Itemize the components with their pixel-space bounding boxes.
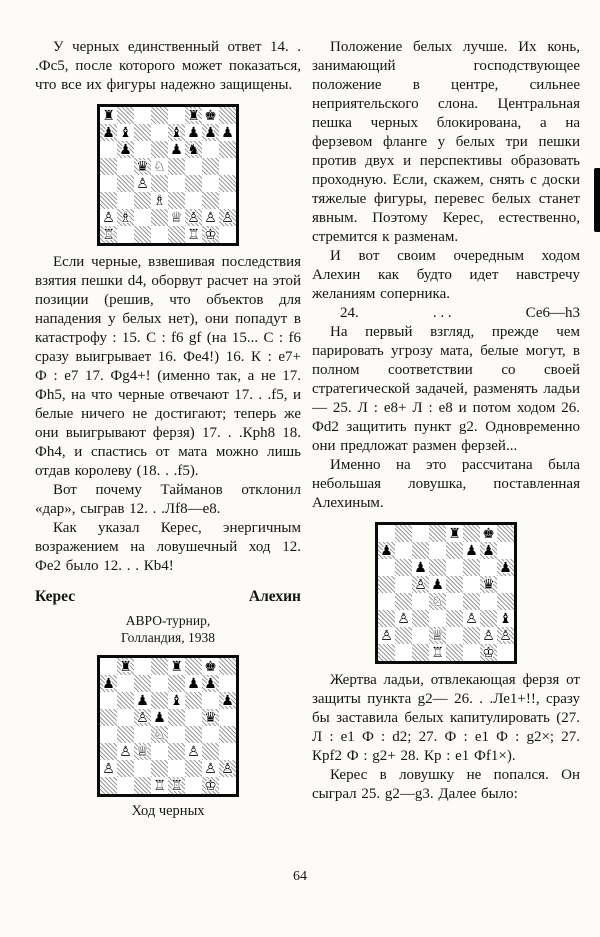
chess-square — [151, 692, 168, 709]
white-chess-piece-icon: ♖ — [431, 644, 444, 661]
white-chess-piece-icon: ♘ — [151, 726, 168, 743]
white-chess-piece-icon: ♙ — [119, 743, 132, 760]
chess-square — [463, 593, 480, 610]
chess-square — [202, 726, 219, 743]
black-chess-piece-icon: ♟ — [117, 141, 134, 158]
chess-square — [429, 542, 446, 559]
chess-square — [117, 107, 134, 124]
tournament-line: Голландия, 1938 — [121, 630, 215, 645]
chess-square — [378, 644, 395, 661]
chess-square — [202, 743, 219, 760]
chess-square — [100, 658, 117, 675]
player-white: Керес — [35, 588, 76, 605]
chess-square — [219, 675, 236, 692]
chess-square — [117, 192, 134, 209]
chess-square — [219, 141, 236, 158]
paragraph: Керес в ловушку не попался. Он сыграл 25. g2—g3. Далее было: — [312, 767, 580, 802]
chess-square — [100, 777, 117, 794]
chess-square — [202, 175, 219, 192]
chess-square — [134, 726, 151, 743]
white-chess-piece-icon: ♙ — [185, 209, 202, 226]
black-chess-piece-icon: ♟ — [221, 124, 234, 141]
black-chess-piece-icon: ♝ — [499, 610, 512, 627]
chess-diagram-1 — [35, 105, 301, 245]
chess-square — [446, 559, 463, 576]
chess-square — [185, 692, 202, 709]
chess-square — [219, 175, 236, 192]
chess-square — [412, 542, 429, 559]
chess-square — [168, 709, 185, 726]
white-chess-piece-icon: ♙ — [482, 627, 495, 644]
chess-square — [412, 610, 429, 627]
chess-square — [117, 226, 134, 243]
white-chess-piece-icon: ♙ — [219, 760, 236, 777]
chess-square — [100, 692, 117, 709]
black-chess-piece-icon: ♟ — [431, 576, 444, 593]
chess-square — [117, 760, 134, 777]
chess-square — [134, 226, 151, 243]
black-chess-piece-icon: ♟ — [378, 542, 395, 559]
chess-square — [117, 158, 134, 175]
tournament-info — [35, 612, 301, 646]
chess-square — [480, 610, 497, 627]
white-chess-piece-icon: ♕ — [429, 627, 446, 644]
black-chess-piece-icon: ♟ — [153, 709, 166, 726]
chess-square — [117, 777, 134, 794]
chess-square — [134, 777, 151, 794]
chess-square — [497, 644, 514, 661]
white-chess-piece-icon: ♙ — [102, 209, 115, 226]
chess-square — [134, 192, 151, 209]
chess-square — [395, 525, 412, 542]
black-chess-piece-icon: ♝ — [119, 124, 132, 141]
black-chess-piece-icon: ♟ — [414, 559, 427, 576]
black-chess-piece-icon: ♝ — [170, 692, 183, 709]
chess-square — [100, 158, 117, 175]
chess-square — [219, 226, 236, 243]
chess-square — [412, 644, 429, 661]
chess-square — [202, 158, 219, 175]
black-chess-piece-icon: ♛ — [202, 709, 219, 726]
chess-square — [480, 593, 497, 610]
white-chess-piece-icon: ♔ — [480, 644, 497, 661]
chess-square — [446, 610, 463, 627]
white-chess-piece-icon: ♙ — [412, 576, 429, 593]
white-chess-piece-icon: ♙ — [134, 709, 151, 726]
chess-square — [497, 525, 514, 542]
white-chess-piece-icon: ♙ — [102, 760, 115, 777]
white-chess-piece-icon: ♙ — [465, 610, 478, 627]
white-chess-piece-icon: ♕ — [134, 743, 151, 760]
diagram-caption: Ход черных — [131, 803, 205, 819]
black-chess-piece-icon: ♟ — [100, 675, 117, 692]
chess-square — [134, 658, 151, 675]
white-chess-piece-icon: ♙ — [219, 209, 236, 226]
chess-square — [100, 743, 117, 760]
white-chess-piece-icon: ♙ — [497, 627, 514, 644]
black-chess-piece-icon: ♟ — [465, 542, 478, 559]
chess-square — [446, 644, 463, 661]
chess-square — [168, 760, 185, 777]
chess-square — [168, 107, 185, 124]
chess-board — [98, 656, 238, 796]
left-column — [35, 38, 301, 828]
chess-square — [117, 709, 134, 726]
black-chess-piece-icon: ♟ — [497, 559, 514, 576]
chess-square — [463, 525, 480, 542]
paragraph: У черных единственный ответ 14. . .Фс5, после которого может показаться, что все их фигуры надежно защищены. — [35, 39, 301, 93]
chess-square — [463, 644, 480, 661]
chess-square — [202, 141, 219, 158]
white-chess-piece-icon: ♖ — [100, 226, 117, 243]
chess-square — [395, 593, 412, 610]
chess-square — [446, 576, 463, 593]
chess-square — [168, 743, 185, 760]
chess-square — [151, 175, 168, 192]
chess-square — [100, 192, 117, 209]
black-chess-piece-icon: ♟ — [202, 675, 219, 692]
chess-square — [168, 226, 185, 243]
white-chess-piece-icon: ♘ — [153, 158, 166, 175]
move-number: 24. — [340, 305, 359, 321]
chess-square — [429, 610, 446, 627]
black-chess-piece-icon: ♟ — [170, 141, 183, 158]
chess-square — [219, 743, 236, 760]
black-chess-piece-icon: ♛ — [134, 158, 151, 175]
white-chess-piece-icon: ♙ — [187, 743, 200, 760]
tournament-line: АВРО-турнир, — [125, 613, 211, 628]
chess-square — [497, 593, 514, 610]
chess-square — [185, 192, 202, 209]
paragraph: И вот своим очередным ходом Алехин как будто идет навстречу желаниям соперника. — [312, 248, 580, 302]
chess-square — [395, 627, 412, 644]
chess-square — [219, 158, 236, 175]
white-chess-piece-icon: ♙ — [380, 627, 393, 644]
chess-square — [463, 559, 480, 576]
chess-square — [151, 743, 168, 760]
chess-square — [185, 175, 202, 192]
white-chess-piece-icon: ♙ — [204, 209, 217, 226]
chess-square — [168, 192, 185, 209]
paragraph: Если черные, взвешивая последствия взятия пешки d4, оборвут расчет на этой позиции (решив, что объектов для нападения у белых нет), они попадут в катастрофу : 15. С : f6 gf (на 15... С : f6 сразу выигрывает 16. Фе4!) 16. К : е7+ Ф : е7 17. Фg4+! (именно так, а не 17. Фh5, на что черные отвечают 17. . .f5, и белые ничего не достигают; теперь же они выигрывают ферзя) 17. . .Крh8 18. Фh4, и спастись от мата можно лишь отдав королеву (18. . .f5). — [35, 254, 301, 479]
white-chess-piece-icon: ♙ — [136, 175, 149, 192]
chess-square — [185, 777, 202, 794]
black-chess-piece-icon: ♜ — [117, 658, 134, 675]
chess-square — [134, 124, 151, 141]
chess-square — [185, 760, 202, 777]
black-chess-piece-icon: ♜ — [185, 107, 202, 124]
black-chess-piece-icon: ♞ — [185, 141, 202, 158]
chess-square — [100, 726, 117, 743]
black-chess-piece-icon: ♟ — [187, 124, 200, 141]
black-chess-piece-icon: ♜ — [170, 658, 183, 675]
chess-square — [395, 542, 412, 559]
chess-square — [168, 675, 185, 692]
black-chess-piece-icon: ♟ — [136, 692, 149, 709]
chess-square — [446, 627, 463, 644]
black-chess-piece-icon: ♚ — [204, 107, 217, 124]
chess-square — [134, 760, 151, 777]
chess-square — [134, 107, 151, 124]
chess-square — [117, 675, 134, 692]
white-chess-piece-icon: ♖ — [153, 777, 166, 794]
chess-diagram-3 — [312, 523, 580, 663]
chess-square — [151, 658, 168, 675]
chess-square — [412, 627, 429, 644]
move-notation-line — [312, 304, 580, 323]
chess-square — [378, 610, 395, 627]
move-ellipsis: . . . — [432, 305, 452, 321]
chess-square — [100, 709, 117, 726]
white-chess-piece-icon: ♖ — [187, 226, 200, 243]
chess-square — [168, 158, 185, 175]
chess-diagram-2 — [35, 656, 301, 820]
chess-square — [202, 692, 219, 709]
chess-square — [151, 226, 168, 243]
chess-square — [100, 175, 117, 192]
chess-square — [395, 644, 412, 661]
chess-square — [219, 726, 236, 743]
chess-square — [395, 576, 412, 593]
move-text: Се6—h3 — [525, 305, 580, 321]
chess-square — [219, 658, 236, 675]
chess-square — [446, 593, 463, 610]
chess-square — [117, 175, 134, 192]
chess-square — [463, 627, 480, 644]
chess-square — [395, 559, 412, 576]
right-column — [312, 38, 580, 804]
chess-square — [168, 726, 185, 743]
black-chess-piece-icon: ♚ — [204, 658, 217, 675]
paragraph: Вот почему Тайманов отклонил «дар», сыграв 12. . .Лf8—е8. — [35, 482, 301, 517]
black-chess-piece-icon: ♟ — [202, 124, 219, 141]
paragraph: Как указал Керес, энергичным возражением на ловушечный ход 12. Фе2 было 12. . . Кb4! — [35, 520, 301, 574]
chess-square — [378, 559, 395, 576]
white-chess-piece-icon: ♕ — [170, 209, 183, 226]
chess-square — [134, 141, 151, 158]
chess-square — [117, 692, 134, 709]
player-black: Алехин — [248, 588, 301, 605]
chess-square — [202, 192, 219, 209]
black-chess-piece-icon: ♝ — [168, 124, 185, 141]
chess-square — [429, 559, 446, 576]
chess-square — [151, 675, 168, 692]
chess-square — [446, 542, 463, 559]
chess-square — [463, 576, 480, 593]
black-chess-piece-icon: ♟ — [187, 675, 200, 692]
white-chess-piece-icon: ♖ — [168, 777, 185, 794]
white-chess-piece-icon: ♙ — [397, 610, 410, 627]
chess-square — [497, 542, 514, 559]
white-chess-piece-icon: ♔ — [202, 777, 219, 794]
chess-square — [378, 576, 395, 593]
chess-square — [219, 709, 236, 726]
white-chess-piece-icon: ♗ — [117, 209, 134, 226]
chess-board — [376, 523, 516, 663]
chess-square — [117, 726, 134, 743]
white-chess-piece-icon: ♙ — [204, 760, 217, 777]
chess-square — [100, 141, 117, 158]
chess-square — [412, 593, 429, 610]
chess-square — [378, 593, 395, 610]
black-chess-piece-icon: ♚ — [482, 525, 495, 542]
paragraph: Именно на это рассчитана была небольшая ловушка, поставленная Алехиным. — [312, 457, 580, 511]
page-number: 64 — [293, 869, 307, 884]
white-chess-piece-icon: ♘ — [429, 593, 446, 610]
chess-square — [219, 192, 236, 209]
chess-square — [151, 209, 168, 226]
paragraph: Положение белых лучше. Их конь, занимающий господствующее положение в центре, сильнее неприятельского слона. Центральная пешка черных блокирована, а на ферзевом фланге у белых три пешки против двух и перспективы образовать проходную. Если, скажем, снять с доски тяжелые фигуры, перевес белых станет явным. Поэтому Керес, естественно, стремится к разменам. — [312, 39, 580, 245]
chess-square — [185, 158, 202, 175]
chess-square — [168, 175, 185, 192]
game-header — [35, 588, 301, 606]
chess-square — [185, 658, 202, 675]
chess-square — [378, 525, 395, 542]
black-chess-piece-icon: ♛ — [480, 576, 497, 593]
chess-square — [134, 675, 151, 692]
chess-square — [497, 576, 514, 593]
paragraph: Жертва ладьи, отвлекающая ферзя от защиты пункта g2— 26. . .Ле1+!!, сразу бы заставила белых капитулировать (27. Л : е1 Ф : d2; 27. Ф : е1 Ф : g2×; 27. Крf2 Ф : g2+ 28. Кр : е1 Фf1×). — [312, 672, 580, 764]
black-chess-piece-icon: ♜ — [448, 525, 461, 542]
white-chess-piece-icon: ♗ — [153, 192, 166, 209]
chess-square — [151, 107, 168, 124]
chess-square — [151, 760, 168, 777]
chess-board — [98, 105, 238, 245]
scan-artifact-mark — [594, 168, 600, 232]
chess-square — [219, 107, 236, 124]
black-chess-piece-icon: ♟ — [480, 542, 497, 559]
chess-square — [219, 777, 236, 794]
chess-square — [480, 559, 497, 576]
black-chess-piece-icon: ♟ — [219, 692, 236, 709]
chess-square — [151, 141, 168, 158]
white-chess-piece-icon: ♔ — [202, 226, 219, 243]
chess-square — [185, 726, 202, 743]
chess-square — [412, 525, 429, 542]
chess-square — [185, 709, 202, 726]
chess-square — [151, 124, 168, 141]
black-chess-piece-icon: ♟ — [100, 124, 117, 141]
chess-square — [134, 209, 151, 226]
chess-square — [429, 525, 446, 542]
paragraph: На первый взгляд, прежде чем парировать угрозу мата, белые могут, в полном соответствии со своей стратегической задачей, разменять ладьи — 25. Л : е8+ Л : е8 и потом ходом 26. Фd2 защитить пункт g2. Одновременно они предложат размен ферзей... — [312, 324, 580, 454]
black-chess-piece-icon: ♜ — [102, 107, 115, 124]
